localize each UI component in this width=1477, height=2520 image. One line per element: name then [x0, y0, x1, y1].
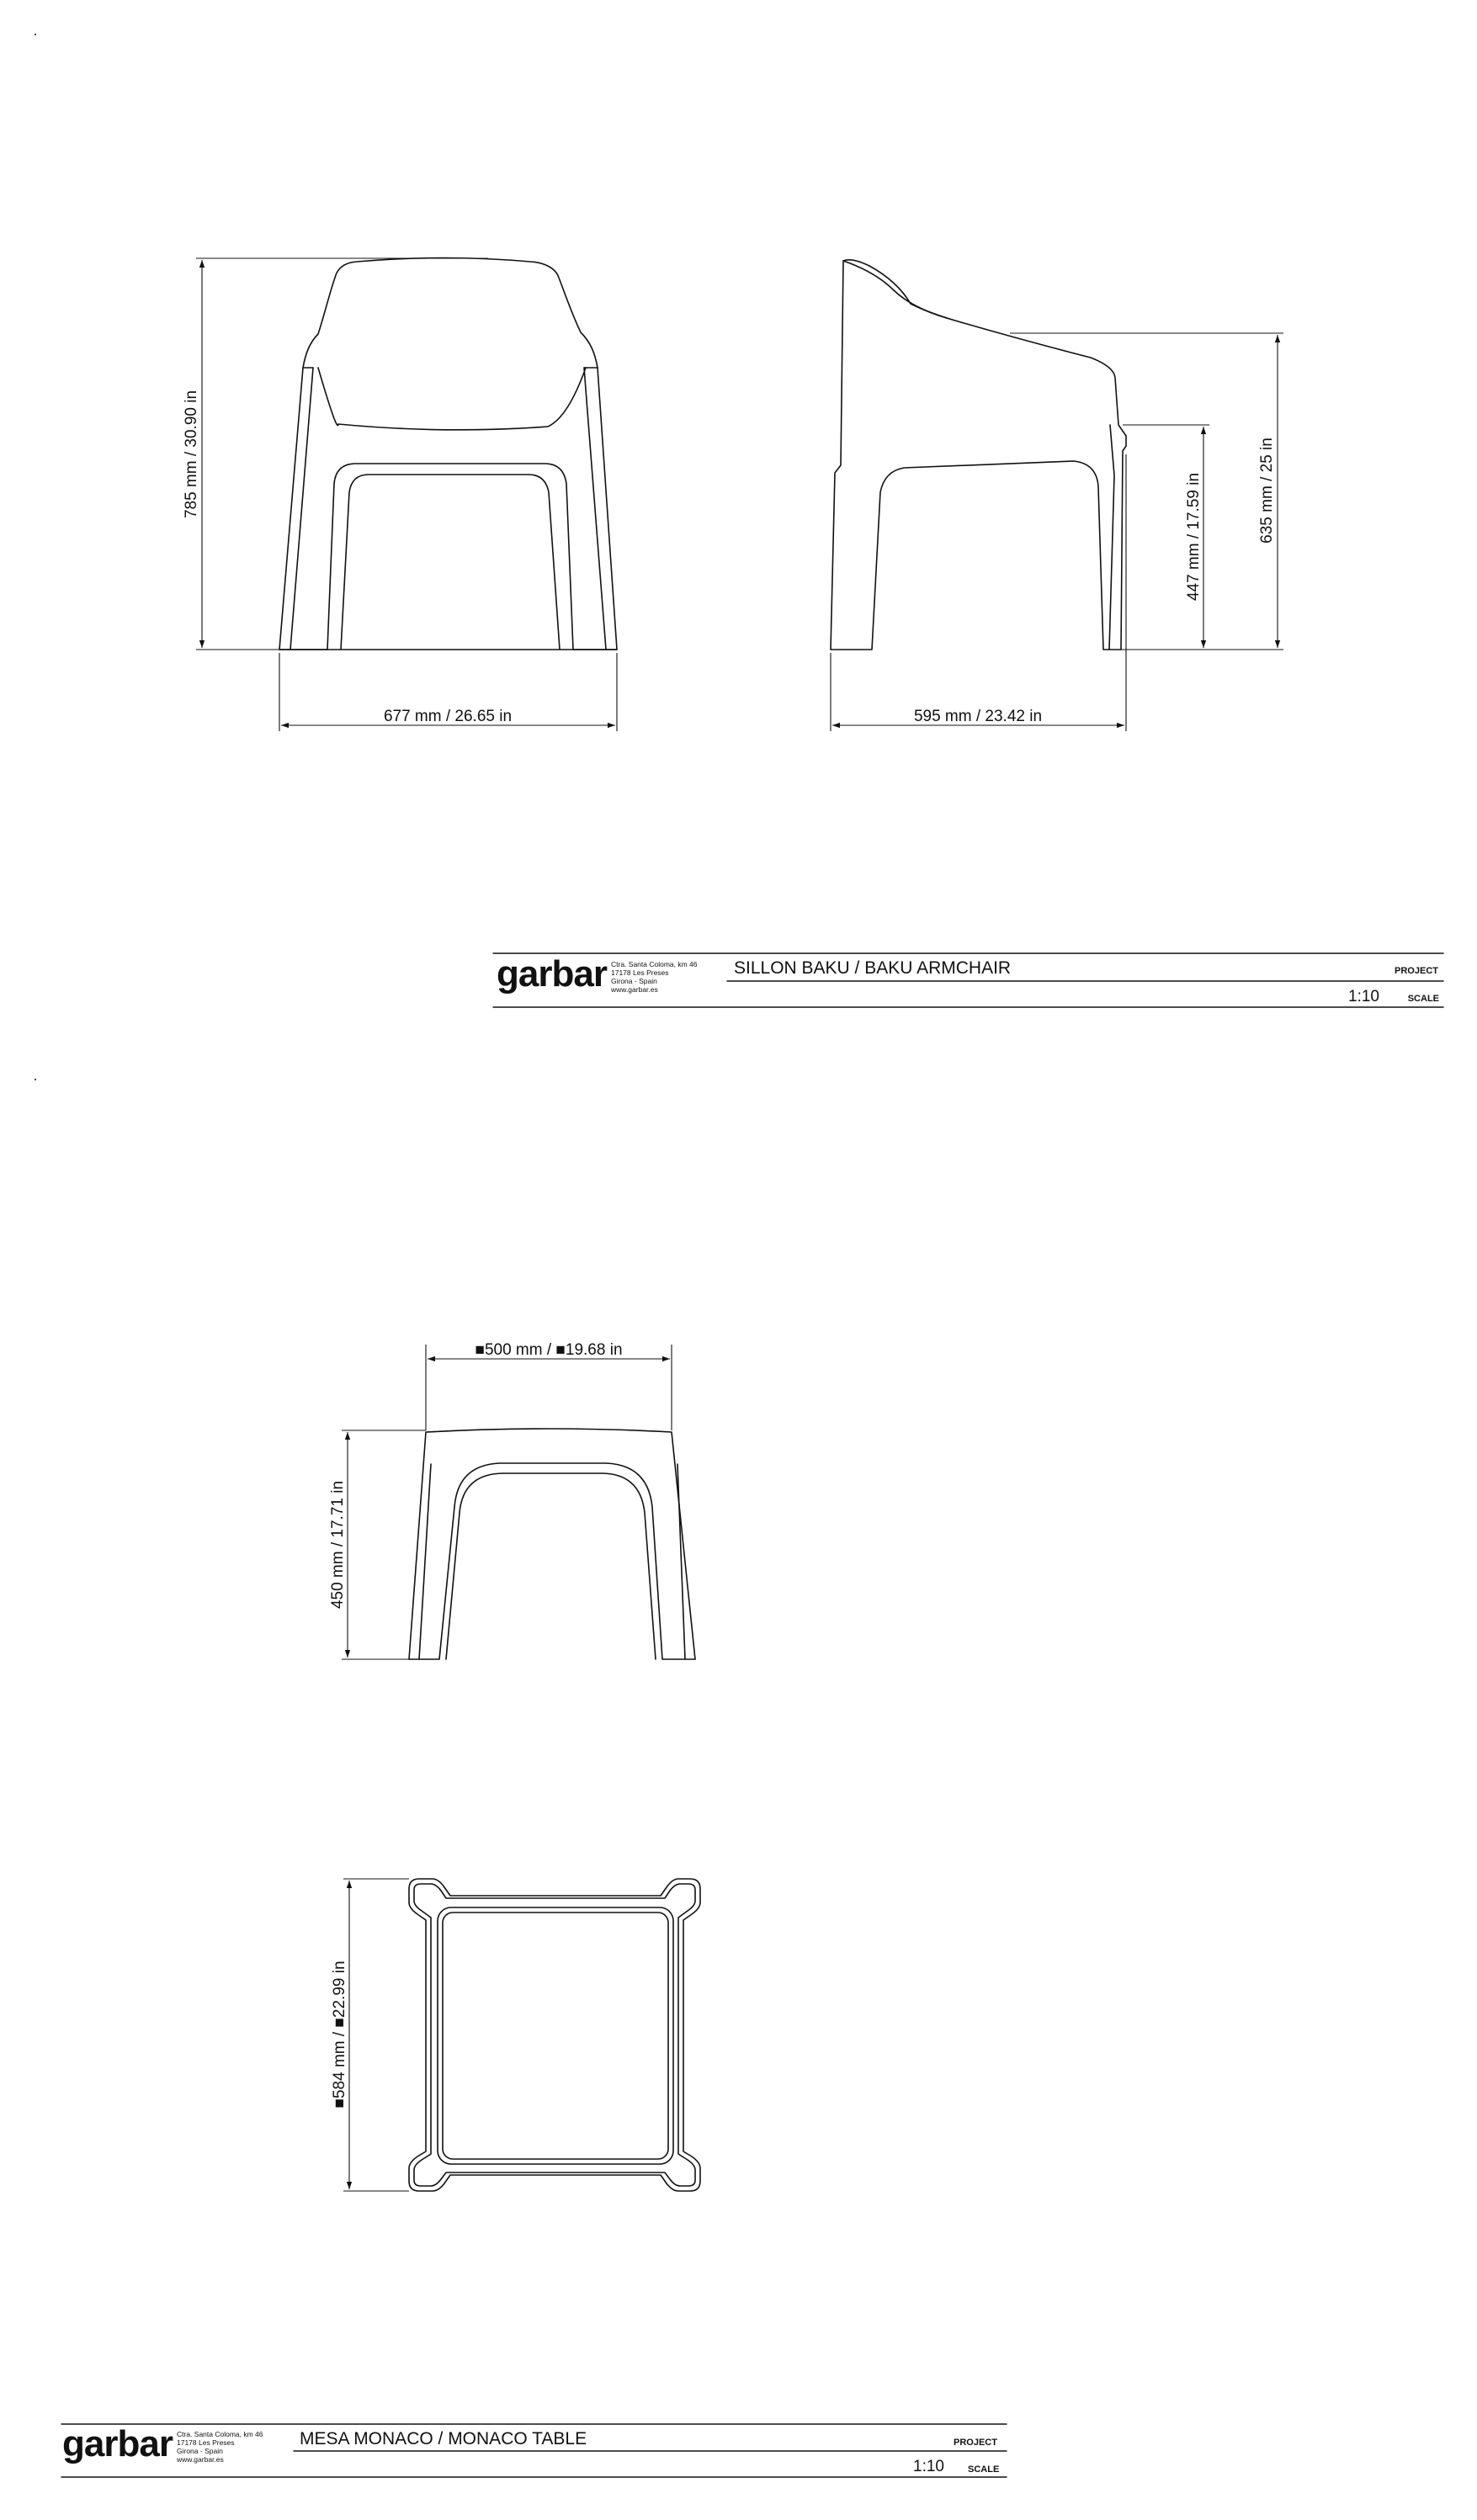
- armchair-front-view: [279, 258, 617, 650]
- company-address: [177, 2430, 263, 2464]
- address-line: Girona - Spain: [611, 977, 657, 985]
- table-height-label: 450 mm / 17.71 in: [329, 1480, 347, 1610]
- scale-value: 1:10: [913, 2458, 944, 2475]
- garbar-logo: garbar: [497, 953, 607, 995]
- table-plan-side-label: ■584 mm / ■22.99 in: [331, 1960, 348, 2109]
- front-height-label: 785 mm / 30.90 in: [183, 390, 200, 519]
- front-width-label: 677 mm / 26.65 in: [383, 708, 513, 725]
- sheet-corner-mark: [35, 1079, 36, 1080]
- sheet-corner-mark: [35, 34, 36, 35]
- table-plan-view: [409, 1879, 700, 2191]
- address-line: Ctra. Santa Coloma, km 46: [177, 2430, 263, 2438]
- scale-value: 1:10: [1348, 988, 1379, 1005]
- address-line: www.garbar.es: [611, 985, 658, 994]
- table-width-label: ■500 mm / ■19.68 in: [475, 1341, 623, 1359]
- scale-caption: SCALE: [1407, 994, 1439, 1004]
- address-line: Girona - Spain: [177, 2447, 223, 2455]
- address-line: 17178 Les Preses: [611, 968, 669, 977]
- table-elevation-view: [409, 1429, 695, 1659]
- project-title: SILLON BAKU / BAKU ARMCHAIR: [734, 958, 1012, 978]
- project-caption: PROJECT: [1395, 966, 1438, 976]
- address-line: www.garbar.es: [177, 2455, 224, 2464]
- project-title: MESA MONACO / MONACO TABLE: [300, 2429, 587, 2448]
- dimension-arm-height: [1010, 333, 1283, 650]
- scale-caption: SCALE: [968, 2464, 1000, 2475]
- address-line: 17178 Les Preses: [177, 2438, 235, 2447]
- project-caption: PROJECT: [954, 2438, 997, 2448]
- company-address: [611, 960, 698, 994]
- side-depth-label: 595 mm / 23.42 in: [913, 708, 1043, 725]
- address-line: Ctra. Santa Coloma, km 46: [611, 960, 698, 968]
- garbar-logo: garbar: [62, 2423, 173, 2464]
- seat-height-label: 447 mm / 17.59 in: [1185, 472, 1203, 602]
- dimension-table-plan-side: [343, 1879, 409, 2191]
- dimension-front-height: [196, 258, 488, 650]
- arm-height-label: 635 mm / 25 in: [1258, 438, 1276, 544]
- armchair-side-view: [831, 260, 1126, 650]
- dimension-table-height: [342, 1430, 426, 1659]
